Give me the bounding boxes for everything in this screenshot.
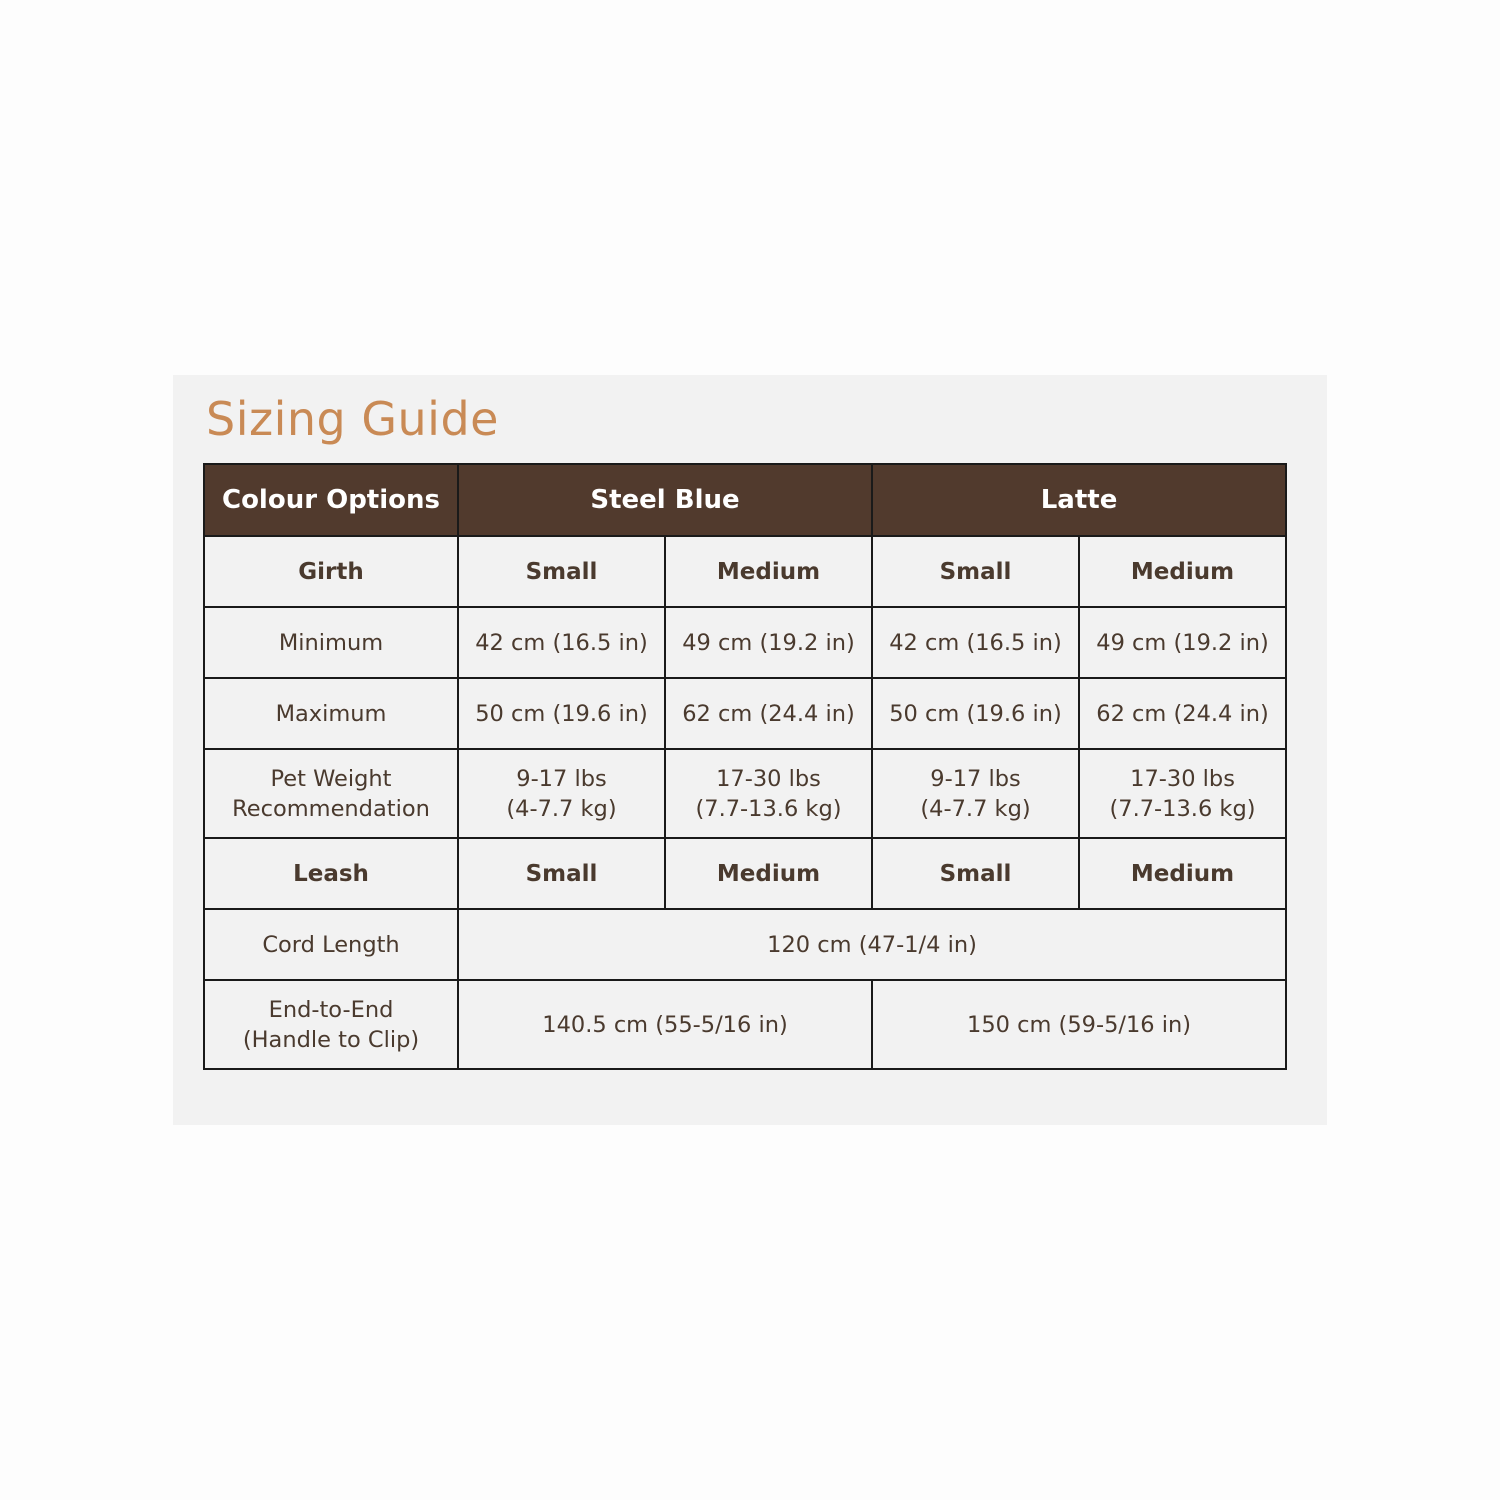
colour-latte: Latte [872, 464, 1286, 536]
table-cell: 62 cm (24.4 in) [1079, 678, 1286, 749]
table-cell: 17-30 lbs (7.7-13.6 kg) [665, 749, 872, 838]
leash-size-steel-blue-medium: Medium [665, 838, 872, 909]
table-cell: 50 cm (19.6 in) [872, 678, 1079, 749]
row-label: End-to-End (Handle to Clip) [204, 980, 458, 1069]
table-cell: 49 cm (19.2 in) [665, 607, 872, 678]
leash-size-latte-small: Small [872, 838, 1079, 909]
girth-size-steel-blue-small: Small [458, 536, 665, 607]
table-cell: 17-30 lbs (7.7-13.6 kg) [1079, 749, 1286, 838]
girth-label: Girth [204, 536, 458, 607]
table-cell: 49 cm (19.2 in) [1079, 607, 1286, 678]
table-row-cord-length [204, 909, 1286, 980]
table-row-minimum [204, 607, 1286, 678]
cord-length-value: 120 cm (47-1/4 in) [458, 909, 1286, 980]
table-cell: 9-17 lbs (4-7.7 kg) [872, 749, 1079, 838]
girth-size-steel-blue-medium: Medium [665, 536, 872, 607]
table-cell: 42 cm (16.5 in) [458, 607, 665, 678]
girth-size-row [204, 536, 1286, 607]
leash-label: Leash [204, 838, 458, 909]
end-to-end-latte: 150 cm (59-5/16 in) [872, 980, 1286, 1069]
table-row-end-to-end [204, 980, 1286, 1069]
page-title: Sizing Guide [206, 392, 499, 446]
leash-size-latte-medium: Medium [1079, 838, 1286, 909]
colour-steel-blue: Steel Blue [458, 464, 872, 536]
row-label: Pet Weight Recommendation [204, 749, 458, 838]
sizing-table [203, 463, 1287, 1070]
row-label: Cord Length [204, 909, 458, 980]
table-row-maximum [204, 678, 1286, 749]
table-row-pet-weight [204, 749, 1286, 838]
row-label: Maximum [204, 678, 458, 749]
table-cell: 9-17 lbs (4-7.7 kg) [458, 749, 665, 838]
colour-options-label: Colour Options [204, 464, 458, 536]
table-cell: 42 cm (16.5 in) [872, 607, 1079, 678]
leash-size-row [204, 838, 1286, 909]
sizing-guide-panel [173, 375, 1327, 1125]
girth-size-latte-medium: Medium [1079, 536, 1286, 607]
colour-options-row [204, 464, 1286, 536]
girth-size-latte-small: Small [872, 536, 1079, 607]
table-cell: 50 cm (19.6 in) [458, 678, 665, 749]
table-cell: 62 cm (24.4 in) [665, 678, 872, 749]
leash-size-steel-blue-small: Small [458, 838, 665, 909]
row-label: Minimum [204, 607, 458, 678]
end-to-end-steel-blue: 140.5 cm (55-5/16 in) [458, 980, 872, 1069]
